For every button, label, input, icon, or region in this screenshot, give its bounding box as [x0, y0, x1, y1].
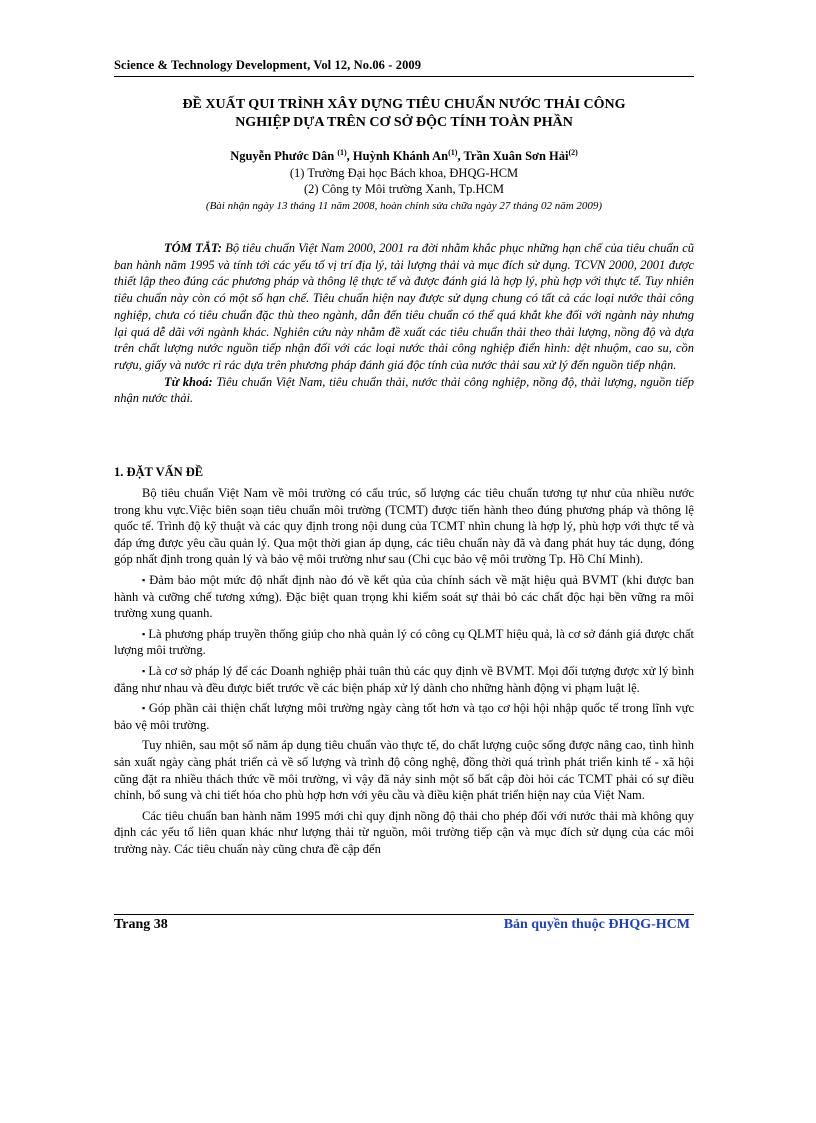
bullet-icon: ▪ [142, 703, 146, 714]
bullet-text: Đảm bảo một mức độ nhất định nào đó về kết qủa của chính sách về mặt hiệu quả BVMT (khi được ban hành và cưỡng chế tương xứng). Đặc biệt quan trọng khi kiểm soát sự thải bỏ các chất độc hại bền vững ra môi trường xung quanh. [114, 572, 694, 621]
author-2-affiliation: (1) [448, 148, 458, 157]
author-separator: , [457, 149, 464, 163]
bullet-text: Là cơ sở pháp lý để các Doanh nghiệp phải tuân thủ các quy định về BVMT. Mọi đối tượng được xử lý bình đẳng như nhau và đều được biết trước về các biện pháp xử lý dành cho những hành động vi phạm luật lệ. [114, 663, 694, 695]
abstract-text: Bộ tiêu chuẩn Việt Nam 2000, 2001 ra đời nhằm khắc phục những hạn chế của tiêu chuẩn cũ ban hành năm 1995 và tính tới các yếu tố vị trí địa lý, tải lượng thải và mục đích sử dụng. TCVN 2000, 2001 được thiết lập theo đúng các phương pháp và thông lệ thực tế và được đánh giá là hợp lý, phù hợp với thực tế. Tuy nhiên tiêu chuẩn này còn có một số hạn chế. Tiêu chuẩn hiện nay được sử dụng chung có tất cả các loại nước thải công nghiệp, chưa có tiêu chuẩn đặc thù theo ngành, dẫn đến tiêu chuẩn có thể quá khắt khe đối với ngành này nhưng lại quá dễ dãi với ngành khác. Nghiên cứu này nhằm đề xuất các tiêu chuẩn thải theo thải lượng, nồng độ và dựa trên chất lượng nước nguồn tiếp nhận đối với các loại nước thải công nghiệp điển hình: dệt nhuộm, cao su, cồn rượu, giấy và nước rỉ rác dựa trên phương pháp đánh giá độc tính của nước thải sau xử lý đến nguồn tiếp nhận. [114, 241, 694, 372]
author-1: Nguyễn Phước Dân [230, 149, 335, 163]
keywords-text: Tiêu chuẩn Việt Nam, tiêu chuẩn thải, nước thải công nghiệp, nồng độ, thải lượng, nguồn tiếp nhận nước thải. [114, 374, 694, 406]
abstract-label: TÓM TẮT: [164, 241, 222, 255]
keywords [114, 374, 694, 407]
author-1-affiliation: (1) [337, 148, 347, 157]
bullet-item [114, 663, 694, 696]
author-separator: , [346, 149, 353, 163]
author-3: Trần Xuân Sơn Hải [463, 149, 569, 163]
author-3-affiliation: (2) [568, 148, 578, 157]
title-line-2: NGHIỆP DỰA TRÊN CƠ SỞ ĐỘC TÍNH TOÀN PHẦN [235, 115, 573, 130]
bullet-text: Góp phần cải thiện chất lượng môi trường ngày càng tốt hơn và tạo cơ hội hội nhập quốc tế trong lĩnh vực bảo vệ môi trường. [114, 701, 694, 732]
abstract [114, 240, 694, 407]
paragraph: Tuy nhiên, sau một số năm áp dụng tiêu chuẩn vào thực tế, do chất lượng cuộc sống được nâng cao, tình hình sản xuất ngày càng phát triển cả về số lượng và trình độ công nghệ, đồng thời quá trình phát triển kinh tế - xã hội cũng đặt ra nhiều thách thức về môi trường, vì vậy đã nảy sinh một số bất cập đòi hỏi các TCMT phải có sự điều chỉnh, bổ sung và chi tiết hóa cho phù hợp hơn với yêu cầu và điều kiện phát triển hiện nay của Việt Nam. [114, 738, 694, 803]
bullet-item [114, 572, 694, 622]
keywords-label: Từ khoá: [164, 374, 213, 389]
header-rule [114, 76, 694, 77]
received-date: (Bài nhận ngày 13 tháng 11 năm 2008, hoàn chỉnh sửa chữa ngày 27 tháng 02 năm 2009) [205, 200, 603, 212]
abstract-paragraph [114, 240, 694, 374]
title-line-1: ĐỀ XUẤT QUI TRÌNH XÂY DỰNG TIÊU CHUẨN NƯỚC THẢI CÔNG [182, 97, 626, 112]
bullet-icon: ▪ [142, 574, 147, 585]
affiliation-2: (2) Công ty Môi trường Xanh, Tp.HCM [304, 182, 504, 196]
bullet-icon: ▪ [142, 665, 146, 676]
journal-header: Science & Technology Development, Vol 12, No.06 - 2009 [114, 58, 422, 72]
section-heading: 1. ĐẶT VẤN ĐỀ [114, 465, 204, 479]
bullet-text: Là phương pháp truyền thống giúp cho nhà quản lý có công cụ QLMT hiệu quả, là cơ sở đánh giá được chất lượng môi trường. [114, 626, 694, 658]
page-number: Trang 38 [114, 917, 168, 932]
paper-title [114, 96, 694, 132]
paragraph: Bộ tiêu chuẩn Việt Nam về môi trường có cấu trúc, số lượng các tiêu chuẩn tương tự như của nhiều nước trong khu vực.Việc biên soạn tiêu chuẩn môi trường (TCMT) được tiến hành theo đúng phương pháp và thông lệ quốc tế. Trình độ kỹ thuật và các quy định trong nội dung của TCMT nhìn chung là hợp lý, phù hợp với thực tế và đáp ứng được yêu cầu quản lý. Qua một thời gian áp dụng, các tiêu chuẩn này đã và đang phát huy tác dụng, đóng góp nhất định trong quản lý và bảo vệ môi trường như sau (Chi cục bảo vệ môi trường Tp. Hồ Chí Minh). [114, 486, 694, 567]
section-body [114, 485, 694, 861]
footer-rule [114, 914, 694, 915]
bullet-item [114, 626, 694, 659]
copyright-notice: Bản quyền thuộc ĐHQG-HCM [503, 917, 690, 932]
bullet-item [114, 700, 694, 733]
author-list [114, 148, 694, 164]
author-2: Huỳnh Khánh An [352, 149, 449, 163]
paragraph: Các tiêu chuẩn ban hành năm 1995 mới chỉ quy định nồng độ thải cho phép đối với nước thải mà không quy định các yếu tố liên quan khác như lượng thải từ nguồn, môi trường tiếp cận và mục đích sử dụng của các môi trường này. Các tiêu chuẩn này cũng chưa đề cập đến [114, 808, 694, 856]
affiliation-1: (1) Trường Đại học Bách khoa, ĐHQG-HCM [289, 166, 519, 180]
bullet-icon: ▪ [142, 628, 146, 639]
